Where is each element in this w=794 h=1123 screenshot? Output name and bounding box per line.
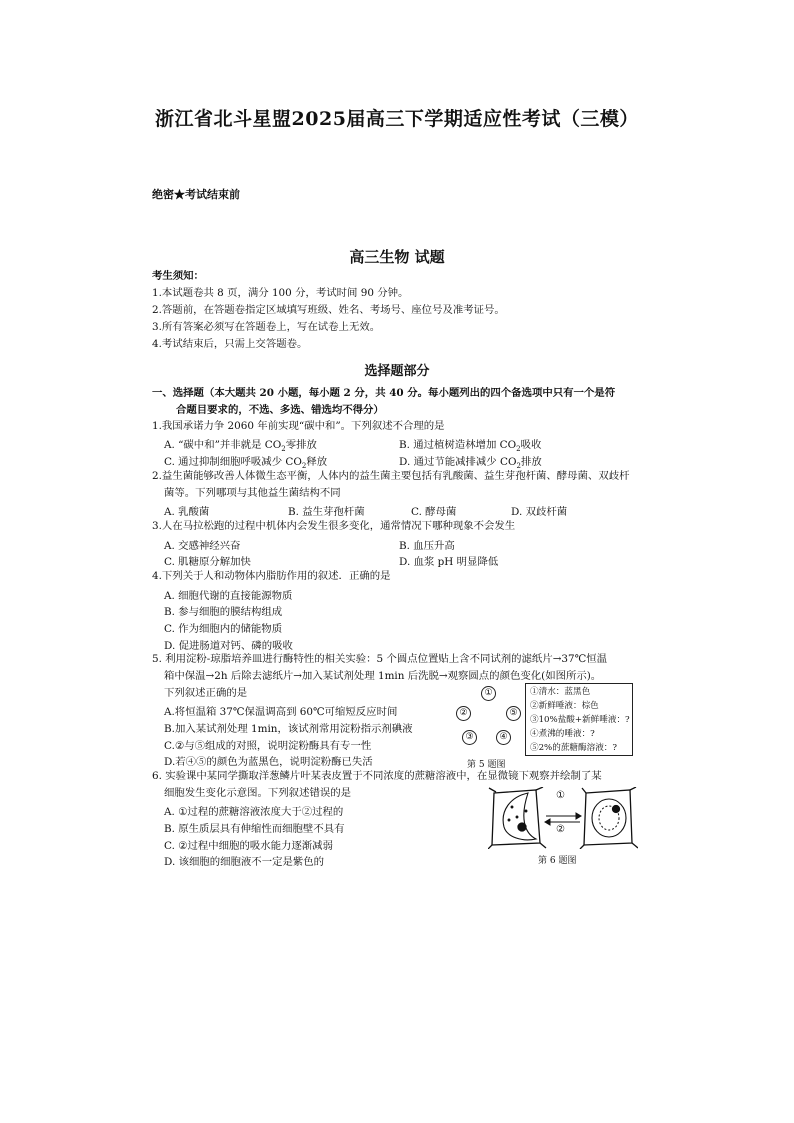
question-5-stem-cont: 下列叙述正确的是 bbox=[164, 687, 248, 699]
question-3-option-a: A. 交感神经兴奋 bbox=[164, 540, 241, 552]
question-2-option-d: D. 双歧杆菌 bbox=[511, 506, 568, 518]
notice-item: 3.所有答案必须写在答题卷上，写在试卷上无效。 bbox=[152, 321, 381, 333]
spot-5: ⑤ bbox=[506, 706, 521, 721]
cell-left-drawing bbox=[488, 787, 546, 849]
process-1-label: ① bbox=[556, 790, 565, 801]
question-5-stem: 5. 利用淀粉-琼脂培养皿进行酶特性的相关实验：5 个圆点位置贴上含不同试剂的滤纸片→37℃恒温 bbox=[152, 653, 608, 665]
notice-item: 1.本试题卷共 8 页，满分 100 分，考试时间 90 分钟。 bbox=[152, 287, 409, 299]
petri-dish-figure bbox=[452, 686, 524, 752]
question-2-stem-cont: 菌等。下列哪项与其他益生菌结构不同 bbox=[164, 487, 341, 499]
spot-4: ④ bbox=[496, 730, 511, 745]
legend-item: ③10%盐酸+新鲜唾液：? bbox=[530, 715, 630, 725]
notice-heading: 考生须知： bbox=[152, 270, 204, 282]
figure-5-legend bbox=[525, 683, 633, 756]
spot-1: ① bbox=[481, 686, 496, 701]
question-1-option-d: D. 通过节能减排减少 $CO_2$排放 bbox=[399, 456, 542, 471]
question-2-option-b: B. 益生芽孢杆菌 bbox=[288, 506, 365, 518]
legend-item: ②新鲜唾液：棕色 bbox=[530, 701, 599, 711]
legend-item: ①清水：蓝黑色 bbox=[530, 687, 591, 697]
section-title: 选择题部分 bbox=[364, 364, 430, 379]
section-instruction: 一、选择题（本大题共 20 小题，每小题 2 分，共 40 分。每小题列出的四个备选项中只有一个是符 bbox=[152, 387, 616, 399]
question-4-option-a: A. 细胞代谢的直接能源物质 bbox=[164, 590, 293, 602]
question-5-option-c: C.②与⑤组成的对照，说明淀粉酶具有专一性 bbox=[164, 740, 372, 752]
question-6-stem-cont: 细胞发生变化示意图。下列叙述错误的是 bbox=[164, 787, 352, 799]
question-3-option-c: C. 肌糖原分解加快 bbox=[164, 556, 251, 568]
question-4-option-d: D. 促进肠道对钙、磷的吸收 bbox=[164, 640, 293, 652]
question-5-option-a: A.将恒温箱 37℃保温调高到 60℃可缩短反应时间 bbox=[164, 706, 398, 718]
question-6-option-d: D. 该细胞的细胞液不一定是紫色的 bbox=[164, 856, 325, 868]
spot-3: ③ bbox=[462, 730, 477, 745]
question-4-stem: 4.下列关于人和动物体内脂肪作用的叙述．正确的是 bbox=[152, 570, 391, 582]
question-4-option-c: C. 作为细胞内的储能物质 bbox=[164, 623, 283, 635]
spot-2: ② bbox=[456, 706, 471, 721]
question-1-option-a: A. “碳中和”并非就是 $CO_2$零排放 bbox=[164, 439, 317, 454]
question-3-stem: 3.人在马拉松跑的过程中机体内会发生很多变化，通常情况下哪种现象不会发生 bbox=[152, 520, 516, 532]
question-5-option-b: B.加入某试剂处理 1min，该试剂常用淀粉指示剂碘液 bbox=[164, 723, 413, 735]
question-2-option-c: C. 酵母菌 bbox=[411, 506, 457, 518]
section-instruction-cont: 合题目要求的，不选、多选、错选均不得分） bbox=[176, 404, 384, 416]
process-2-label: ② bbox=[556, 824, 565, 835]
confidential-label: 绝密★考试结束前 bbox=[152, 188, 240, 201]
question-2-option-a: A. 乳酸菌 bbox=[164, 506, 210, 518]
notice-item: 4.考试结束后，只需上交答题卷。 bbox=[152, 338, 308, 350]
legend-item: ④煮沸的唾液：? bbox=[530, 729, 595, 739]
question-3-option-d: D. 血浆 pH 明显降低 bbox=[399, 556, 499, 568]
figure-5-caption: 第 5 题图 bbox=[467, 760, 506, 770]
question-1-option-b: B. 通过植树造林增加 $CO_2$吸收 bbox=[399, 439, 542, 454]
question-2-stem: 2.益生菌能够改善人体微生态平衡，人体内的益生菌主要包括有乳酸菌、益生芽孢杆菌、酵母菌、双歧杆 bbox=[152, 470, 630, 482]
question-6-option-a: A. ①过程的蔗糖溶液浓度大于②过程的 bbox=[164, 806, 344, 818]
legend-item: ⑤2%的蔗糖酶溶液：? bbox=[530, 743, 617, 753]
figure-6-caption: 第 6 题图 bbox=[538, 856, 577, 866]
question-6-option-b: B. 原生质层具有伸缩性而细胞壁不具有 bbox=[164, 823, 345, 835]
question-5-stem-cont: 箱中保温→2h 后除去滤纸片→加入某试剂处理 1min 后洗脱→观察圆点的颜色变化(如图所示)。 bbox=[164, 670, 602, 682]
question-6-stem: 6. 实验课中某同学撕取洋葱鳞片叶某表皮置于不同浓度的蔗糖溶液中，在显微镜下观察并绘制了某 bbox=[152, 770, 602, 782]
cell-right-drawing bbox=[580, 787, 638, 849]
question-3-option-b: B. 血压升高 bbox=[399, 540, 455, 552]
question-6-option-c: C. ②过程中细胞的吸水能力逐渐减弱 bbox=[164, 840, 333, 852]
question-1-stem: 1.我国承诺力争 2060 年前实现“碳中和”。下列叙述不合理的是 bbox=[152, 420, 445, 432]
notice-item: 2.答题前，在答题卷指定区域填写班级、姓名、考场号、座位号及准考证号。 bbox=[152, 304, 505, 316]
subject-title: 高三生物 试题 bbox=[349, 248, 445, 266]
question-5-option-d: D.若④⑤的颜色为蓝黑色，说明淀粉酶已失活 bbox=[164, 756, 373, 768]
document-title: 浙江省北斗星盟2025届高三下学期适应性考试（三模） bbox=[155, 108, 639, 130]
question-4-option-b: B. 参与细胞的膜结构组成 bbox=[164, 606, 283, 618]
question-1-option-c: C. 通过抑制细胞呼吸减少 $CO_2$释放 bbox=[164, 456, 328, 471]
